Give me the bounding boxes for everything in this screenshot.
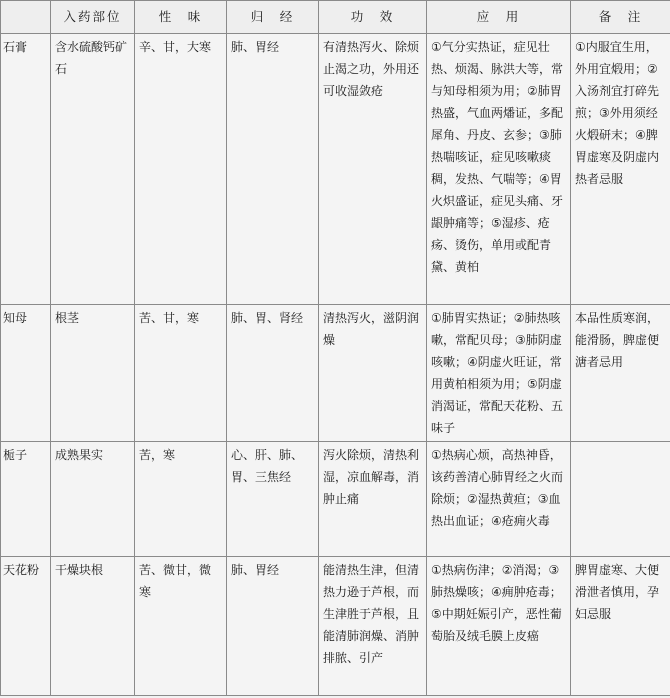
- herb-meridian: 肺、胃经: [227, 557, 319, 696]
- herb-usage: ①气分实热证，症见壮热、烦渴、脉洪大等，常与知母相须为用；②肺胃热盛，气血两燔证，多配犀角、丹皮、玄参；③肺热喘咳证，症见咳嗽痰稠，发热、气喘等；④胃火炽盛证，症见头痛、牙龈肿痛等；⑤湿疹、疮疡、烫伤，单用或配青黛、黄柏: [427, 34, 571, 305]
- herb-meridian: 肺、胃、肾经: [227, 305, 319, 442]
- herb-name: 天花粉: [1, 557, 51, 696]
- herb-part: 干燥块根: [51, 557, 135, 696]
- herb-usage: ①热病伤津；②消渴；③肺热燥咳；④痈肿疮毒；⑤中期妊娠引产，恶性葡萄胎及绒毛膜上皮癌: [427, 557, 571, 696]
- herb-nature: 辛、甘，大寒: [135, 34, 227, 305]
- header-nature: 性 味: [135, 1, 227, 34]
- header-part: 入药部位: [51, 1, 135, 34]
- herb-effect: 有清热泻火、除烦止渴之功，外用还可收湿敛疮: [319, 34, 427, 305]
- herb-nature: 苦、甘，寒: [135, 305, 227, 442]
- header-herb: [1, 1, 51, 34]
- header-usage: 应 用: [427, 1, 571, 34]
- herb-name: 知母: [1, 305, 51, 442]
- herb-note: [571, 442, 670, 557]
- table-row: [1, 557, 670, 696]
- herb-effect: 能清热生津，但清热力逊于芦根，而生津胜于芦根，且能清肺润燥、消肿排脓、引产: [319, 557, 427, 696]
- herb-note: 本品性质寒润，能滑肠，脾虚便溏者忌用: [571, 305, 670, 442]
- table-header-row: [1, 1, 670, 34]
- herb-part: 成熟果实: [51, 442, 135, 557]
- herb-nature: 苦，寒: [135, 442, 227, 557]
- herb-meridian: 心、肝、肺、胃、三焦经: [227, 442, 319, 557]
- herb-name: 栀子: [1, 442, 51, 557]
- herb-note: 脾胃虚寒、大便滑泄者慎用，孕妇忌服: [571, 557, 670, 696]
- herb-effect: 清热泻火，滋阴润燥: [319, 305, 427, 442]
- header-effect: 功 效: [319, 1, 427, 34]
- herb-nature: 苦、微甘，微寒: [135, 557, 227, 696]
- herb-part: 含水硫酸钙矿石: [51, 34, 135, 305]
- herb-meridian: 肺、胃经: [227, 34, 319, 305]
- table-row: [1, 442, 670, 557]
- herb-usage: ①热病心烦，高热神昏，该药善清心肺胃经之火而除烦；②湿热黄疸；③血热出血证；④疮痈火毒: [427, 442, 571, 557]
- header-meridian: 归 经: [227, 1, 319, 34]
- table-row: [1, 34, 670, 305]
- herb-effect: 泻火除烦，清热利湿，凉血解毒，消肿止痛: [319, 442, 427, 557]
- herb-note: ①内服宜生用，外用宜煅用；②入汤剂宜打碎先煎；③外用须经火煅研末；④脾胃虚寒及阴虚内热者忌服: [571, 34, 670, 305]
- herb-part: 根茎: [51, 305, 135, 442]
- herb-name: 石膏: [1, 34, 51, 305]
- header-note: 备 注: [571, 1, 670, 34]
- herb-usage: ①肺胃实热证；②肺热咳嗽，常配贝母；③肺阴虚咳嗽；④阴虚火旺证，常用黄柏相须为用；⑤阴虚消渴证，常配天花粉、五味子: [427, 305, 571, 442]
- table-row: [1, 305, 670, 442]
